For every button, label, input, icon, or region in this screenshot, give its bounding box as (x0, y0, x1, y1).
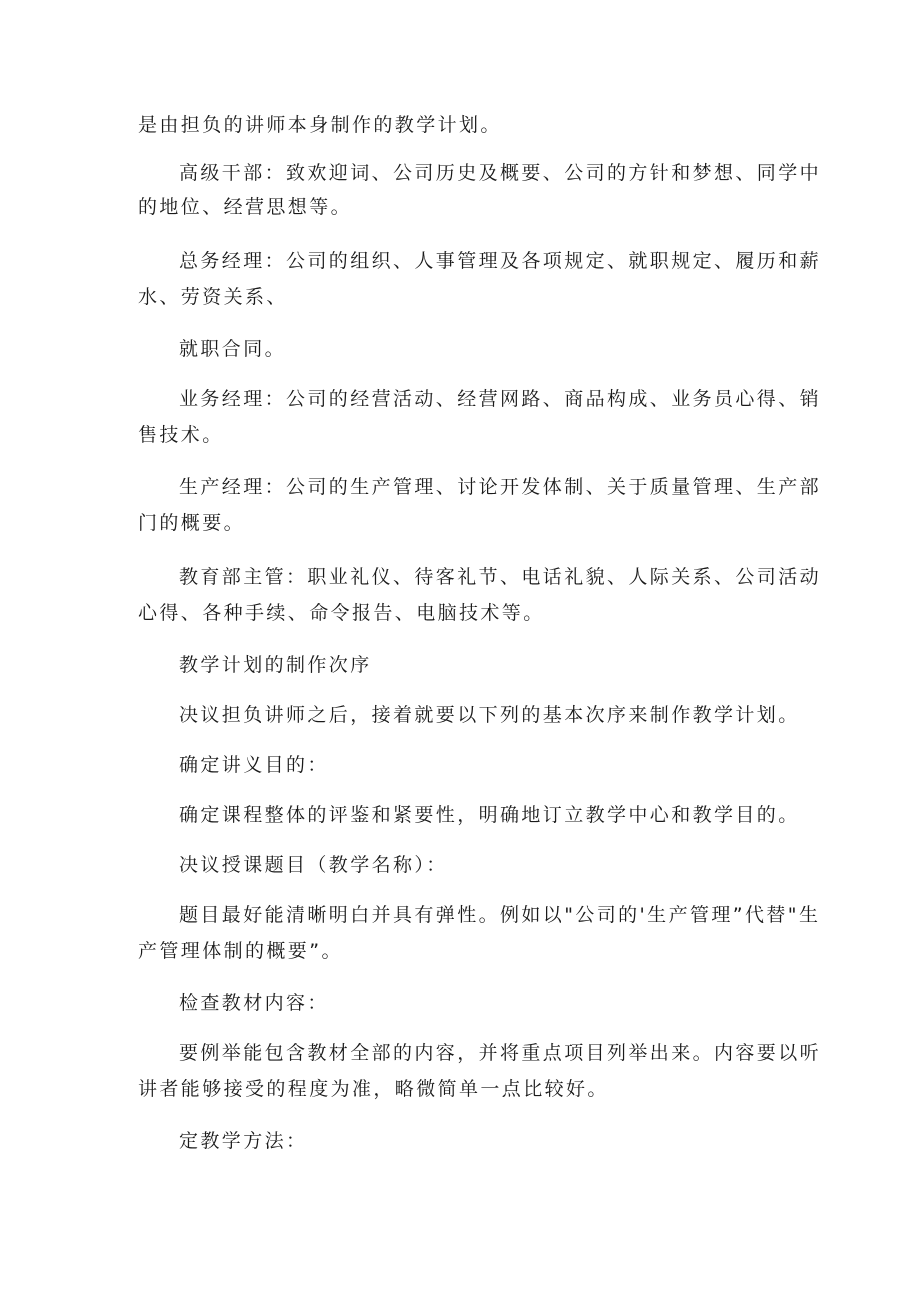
text-line: 定教学方法： (179, 1130, 308, 1152)
text-line: 决议授课题目（教学名称）： (179, 854, 448, 876)
text-line: 生产经理：公司的生产管理、讨论开发体制、关于质量管理、生产部 (179, 476, 822, 498)
text-line: 就职合同。 (179, 338, 287, 360)
text-line: 售技术。 (138, 424, 224, 446)
text-line: 是由担负的讲师本身制作的教学计划。 (138, 114, 502, 136)
text-line: 产管理体制的概要”。 (138, 940, 343, 962)
text-line: 总务经理：公司的组织、人事管理及各项规定、就职规定、履历和薪 (179, 250, 822, 272)
text-line: 教育部主管：职业礼仪、待客礼节、电话礼貌、人际关系、公司活动 (179, 566, 822, 588)
text-line: 讲者能够接受的程度为准，略微简单一点比较好。 (138, 1078, 609, 1100)
text-line: 门的概要。 (138, 512, 246, 534)
text-line: 心得、各种手续、命令报告、电脑技术等。 (138, 602, 545, 624)
text-line: 检查教材内容： (179, 992, 329, 1014)
text-line: 教学计划的制作次序 (179, 654, 372, 676)
text-line: 业务经理：公司的经营活动、经营网路、商品构成、业务员心得、销 (179, 388, 822, 410)
text-line: 确定课程整体的评鉴和紧要性，明确地订立教学中心和教学目的。 (179, 804, 800, 826)
text-line: 高级干部：致欢迎词、公司历史及概要、公司的方针和梦想、同学中 (179, 162, 822, 184)
text-line: 确定讲义目的： (179, 754, 329, 776)
text-line: 决议担负讲师之后，接着就要以下列的基本次序来制作教学计划。 (179, 704, 800, 726)
text-line: 水、劳资关系、 (138, 286, 288, 308)
text-line: 题目最好能清晰明白并具有弹性。例如以"公司的'生产管理”代替"生 (179, 904, 821, 926)
text-line: 要例举能包含教材全部的内容，并将重点项目列举出来。内容要以听 (179, 1042, 822, 1064)
text-line: 的地位、经营思想等。 (138, 196, 353, 218)
